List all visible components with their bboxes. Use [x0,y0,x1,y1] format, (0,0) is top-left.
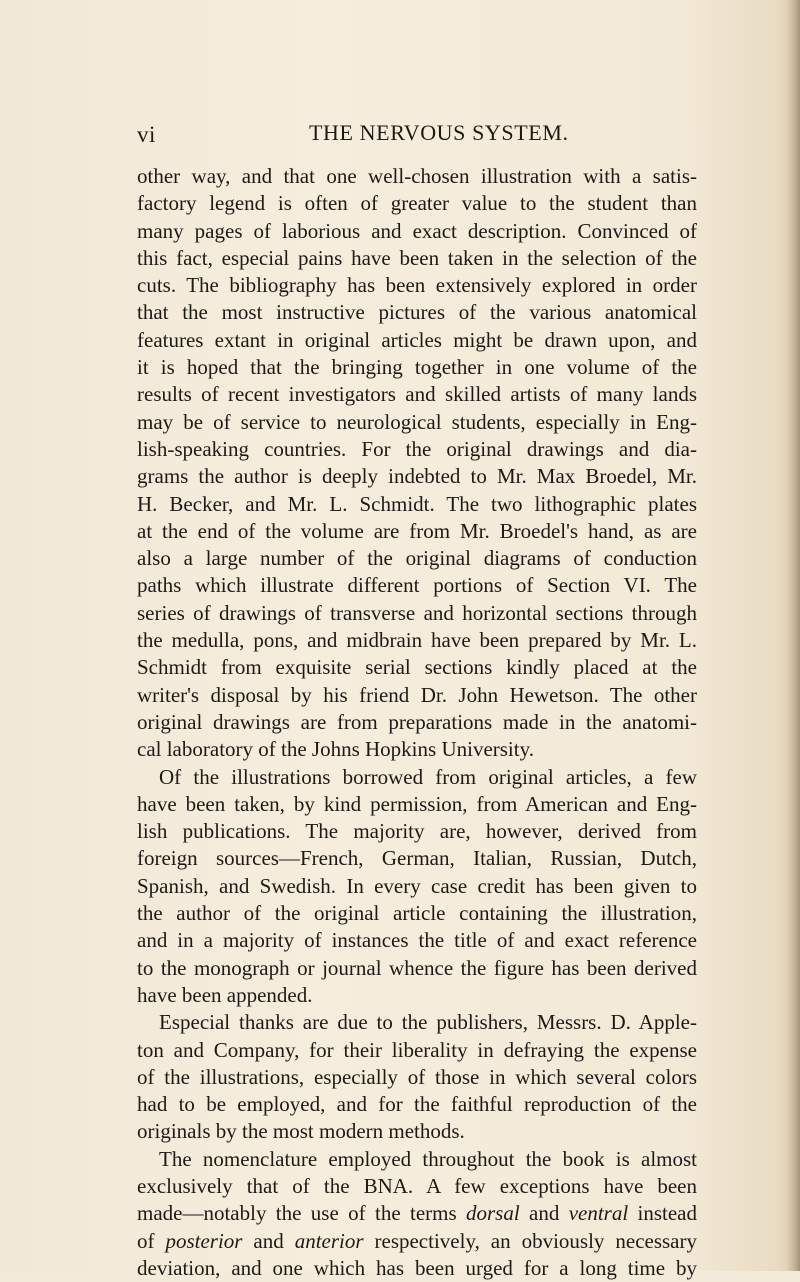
text-line: this fact, especial pains have been taken in the selection of the [137,245,697,270]
text-line: results of recent investigators and skilled artists of many lands [137,382,697,407]
text-line: that the most instructive pictures of the various anatomical [137,300,697,325]
text-line: originals by the most modern methods. [137,1119,465,1144]
italic-term: anterior [294,1228,364,1253]
text-line: deviation, and one which has been urged for a long time by [137,1255,697,1280]
body-text [137,163,697,1282]
text-line: to the monograph or journal whence the figure has been derived [137,955,697,980]
text-line-with-italics [137,1228,697,1255]
text-fragment: of [137,1228,166,1253]
text-line: of the illustrations, especially of those in which several colors [137,1064,697,1089]
text-fragment: and [519,1201,569,1226]
text-line: at the end of the volume are from Mr. Broedel's hand, as are [137,518,697,543]
text-line: many pages of laborious and exact description. Convinced of [137,218,697,243]
page-number: vi [137,122,156,147]
text-line: foreign sources—French, German, Italian, Russian, Dutch, [137,846,697,871]
text-line: have been appended. [137,982,313,1007]
italic-term: dorsal [465,1201,520,1226]
page-header [137,120,697,150]
text-line: the author of the original article containing the illustration, [137,901,697,926]
text-line: Schmidt from exquisite serial sections kindly placed at the [137,655,697,680]
text-line: other way, and that one well-chosen illustration with a satis- [137,164,697,188]
text-line: Of the illustrations borrowed from original articles, a few [159,764,697,789]
text-line: grams the author is deeply indebted to Mr. Max Broedel, Mr. [137,464,697,489]
running-head: THE NERVOUS SYSTEM. [309,120,569,145]
italic-term: posterior [165,1228,243,1253]
text-line: and in a majority of instances the title of and exact reference [137,928,697,953]
italic-term: ventral [568,1201,629,1226]
text-line: cal laboratory of the Johns Hopkins University. [137,737,534,762]
text-line: lish-speaking countries. For the original drawings and dia- [137,436,697,461]
text-line: Especial thanks are due to the publishers, Messrs. D. Apple- [159,1010,697,1035]
text-fragment: respectively, an obviously necessary [363,1228,697,1253]
text-fragment: and [242,1228,295,1253]
text-line: may be of service to neurological students, especially in Eng- [137,409,697,434]
text-fragment: made—notably the use of the terms [137,1201,466,1226]
text-line-with-italics [137,1200,697,1227]
text-line: features extant in original articles might be drawn upon, and [137,327,697,352]
text-line: original drawings are from preparations made in the anatomi- [137,709,697,734]
text-line: also a large number of the original diagrams of conduction [137,546,697,571]
text-line: H. Becker, and Mr. L. Schmidt. The two lithographic plates [137,491,697,516]
text-line: it is hoped that the bringing together in one volume of the [137,355,697,380]
text-line: exclusively that of the BNA. A few exceptions have been [137,1173,697,1198]
text-line: had to be employed, and for the faithful reproduction of the [137,1092,697,1117]
text-line: ton and Company, for their liberality in defraying the expense [137,1037,697,1062]
text-fragment: instead [628,1201,697,1226]
text-line: the medulla, pons, and midbrain have been prepared by Mr. L. [137,628,697,653]
text-line: factory legend is often of greater value to the student than [137,191,697,216]
text-line: Spanish, and Swedish. In every case credit has been given to [137,873,697,898]
text-line: series of drawings of transverse and horizontal sections through [137,600,697,625]
text-line: lish publications. The majority are, however, derived from [137,819,697,844]
text-line: have been taken, by kind permission, from American and Eng- [137,791,697,816]
text-line: writer's disposal by his friend Dr. John Hewetson. The other [137,682,697,707]
page-edge-shadow [786,0,800,1271]
text-line: The nomenclature employed throughout the book is almost [159,1146,697,1171]
text-line: paths which illustrate different portions of Section VI. The [137,573,697,598]
text-line: cuts. The bibliography has been extensively explored in order [137,273,697,298]
